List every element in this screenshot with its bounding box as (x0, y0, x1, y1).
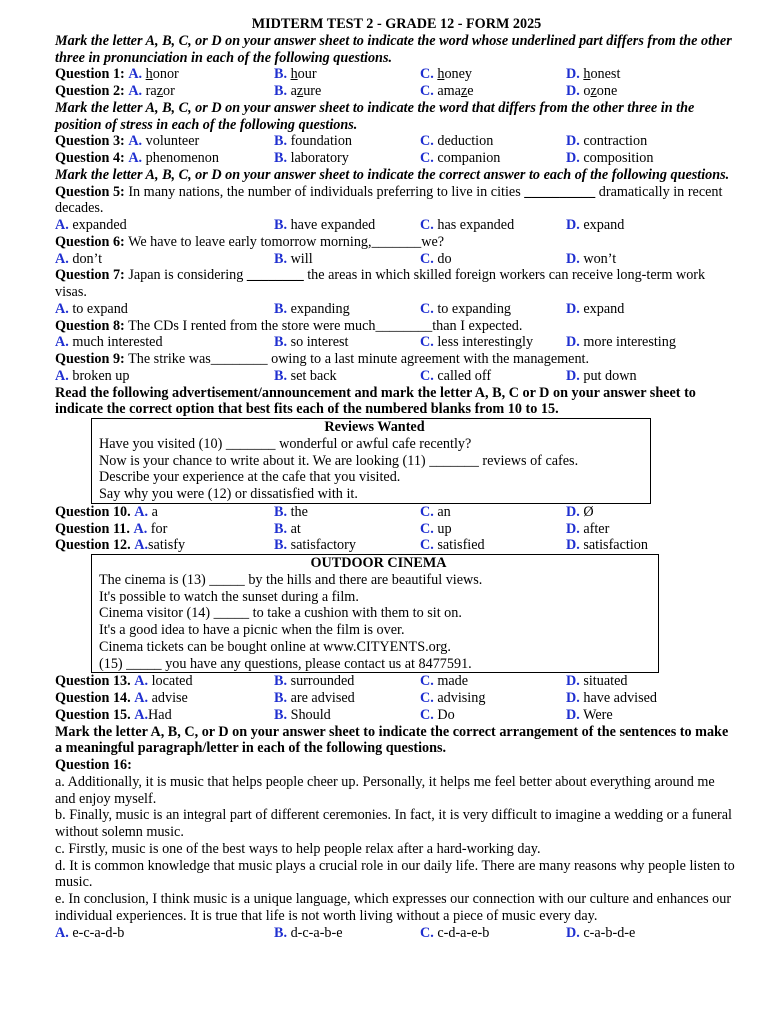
q8-option-c[interactable]: less interestingly (437, 334, 534, 351)
q1-option-c[interactable]: honey (437, 66, 473, 83)
q14-option-a[interactable]: advise (151, 690, 188, 706)
q11-option-b[interactable]: at (290, 520, 301, 537)
question-5-options: A. expanded B. have expanded C. has expanded D. expand (55, 217, 625, 233)
q5-option-b[interactable]: have expanded (290, 217, 376, 233)
q7-option-b[interactable]: expanding (290, 300, 350, 317)
q7-option-d[interactable]: expand (583, 300, 625, 317)
q12-option-b[interactable]: satisfactory (290, 537, 356, 554)
q16-option-c[interactable]: c-d-a-e-b (437, 924, 490, 941)
q10-option-b[interactable]: the (290, 503, 308, 520)
question-9-stem: Question 9: The strike was________ owing to a last minute agreement with the management. (55, 351, 590, 367)
q9-option-c[interactable]: called off (437, 367, 492, 384)
box-line: (15) _____ you have any questions, please contact us at 8477591. (99, 655, 472, 672)
q4-option-b[interactable]: laboratory (290, 150, 349, 166)
q4-option-c[interactable]: companion (437, 150, 501, 166)
q3-option-a[interactable]: volunteer (145, 133, 200, 150)
q4-option-d[interactable]: composition (583, 150, 654, 166)
q13-option-c[interactable]: made (437, 673, 469, 690)
box-line: Say why you were (12) or dissatisfied with it. (99, 486, 358, 502)
q3-option-d[interactable]: contraction (583, 133, 648, 150)
q14-option-c[interactable]: advising (437, 690, 486, 706)
question-1: Question 1: A. honor B. hour C. honey D. honest (55, 66, 621, 83)
question-8-stem: Question 8: The CDs I rented from the store were much________than I expected. (55, 317, 523, 334)
q9-option-b[interactable]: set back (290, 367, 337, 384)
q1-option-b[interactable]: hour (290, 66, 317, 83)
q15-option-c[interactable]: Do (437, 706, 455, 723)
q2-option-c[interactable]: amaze (437, 83, 474, 99)
q9-option-a[interactable]: broken up (72, 367, 130, 384)
question-7-stem: Question 7: Japan is considering ________ the areas in which skilled foreign workers can receive long-term work visas. (55, 267, 706, 300)
q16-sentence-b: b. Finally, music is an integral part of different ceremonies. In fact, it is very difficult to imagine a wedding or a funeral without solemn music. (55, 807, 732, 840)
box-line: Now is your chance to write about it. We are looking (11) _______ reviews of cafes. (99, 452, 579, 469)
q12-option-c[interactable]: satisfied (437, 537, 485, 554)
section-arrangement-instruction: Mark the letter A, B, C, or D on your answer sheet to indicate the correct arrangement of the sentences to make a meaningful paragraph/letter in each of the following questions. (55, 723, 729, 757)
box-line: Describe your experience at the cafe that you visited. (99, 469, 401, 486)
q1-option-d[interactable]: honest (583, 66, 621, 83)
q5-option-d[interactable]: expand (583, 217, 625, 233)
q5-option-a[interactable]: expanded (72, 217, 127, 233)
q11-option-d[interactable]: after (583, 520, 610, 537)
q16-sentence-a: a. Additionally, it is music that helps people cheer up. Personally, it helps me feel better about everything around me and enjoy myself. (55, 773, 715, 807)
question-3: Question 3: A. volunteer B. foundation C. deduction D. contraction (55, 133, 648, 150)
q2-option-d[interactable]: ozone (583, 83, 618, 99)
q6-option-d[interactable]: won’t (583, 250, 617, 267)
question-10: Question 10. A. a B. the C. an D. Ø (55, 503, 594, 520)
question-2: Question 2: A. razor B. azure C. amaze D. ozone (55, 83, 618, 99)
question-4: Question 4: A. phenomenon B. laboratory C. companion D. composition (55, 150, 654, 166)
box-line: Have you visited (10) _______ wonderful or awful cafe recently? (99, 435, 472, 452)
q16-sentence-e: e. In conclusion, I think music is a unique language, which expresses our connection with our culture and enhances our individual experiences. It is true that life is not worth living without a piece of music every day. (55, 891, 732, 924)
exam-title: MIDTERM TEST 2 - GRADE 12 - FORM 2025 (251, 16, 542, 32)
question-15: Question 15. A.Had B. Should C. Do D. Were (55, 706, 613, 723)
q2-option-b[interactable]: azure (290, 83, 322, 99)
question-16-label: Question 16: (55, 757, 132, 773)
reviews-wanted-box (91, 418, 651, 504)
box-title: Reviews Wanted (324, 419, 425, 435)
q15-option-d[interactable]: Were (583, 706, 613, 723)
q2-option-a[interactable]: razor (145, 83, 175, 99)
q10-option-a[interactable]: a (151, 503, 158, 520)
q15-option-b[interactable]: Should (290, 706, 331, 723)
q8-option-d[interactable]: more interesting (583, 334, 676, 351)
q16-option-b[interactable]: d-c-a-b-e (290, 924, 343, 941)
q12-option-a[interactable]: satisfy (148, 537, 186, 554)
question-12: Question 12. A.satisfy B. satisfactory C. satisfied D. satisfaction (55, 537, 648, 554)
q3-option-b[interactable]: foundation (290, 133, 353, 150)
box-line: Cinema visitor (14) _____ to take a cushion with them to sit on. (99, 605, 462, 622)
q16-option-a[interactable]: e-c-a-d-b (72, 924, 125, 941)
section-answer-instruction: Mark the letter A, B, C, or D on your answer sheet to indicate the correct answer to each of the following questions. (55, 166, 730, 183)
q5-option-c[interactable]: has expanded (437, 217, 515, 233)
box-line: It's possible to watch the sunset during a film. (99, 588, 359, 605)
q11-option-c[interactable]: up (437, 520, 452, 537)
q15-option-a[interactable]: Had (148, 706, 172, 723)
q8-option-b[interactable]: so interest (290, 334, 349, 351)
q8-option-a[interactable]: much interested (72, 334, 163, 351)
box-line: It's a good idea to have a picnic when the film is over. (99, 622, 405, 638)
q6-option-b[interactable]: will (290, 250, 313, 267)
option-a-letter: A. (128, 66, 143, 83)
box-title: OUTDOOR CINEMA (310, 555, 447, 571)
section-stress-instruction: Mark the letter A, B, C, or D on your answer sheet to indicate the word that differs from the other three in the position of stress in each of the following questions. (55, 99, 695, 133)
q16-sentence-c: c. Firstly, music is one of the best ways to help people relax after a hard-working day. (55, 840, 541, 857)
box-line: Cinema tickets can be bought online at www.CITYENTS.org. (99, 638, 451, 655)
q12-option-d[interactable]: satisfaction (583, 537, 648, 554)
q13-option-a[interactable]: located (151, 673, 193, 690)
outdoor-cinema-box (91, 554, 659, 673)
question-5-stem: Question 5: In many nations, the number of individuals preferring to live in cities __________ dramatically in recent decades. (55, 183, 723, 217)
box-line: The cinema is (13) _____ by the hills and there are beautiful views. (99, 571, 483, 588)
q1-option-a[interactable]: honor (145, 66, 179, 83)
question-11: Question 11. A. for B. at C. up D. after (55, 520, 610, 537)
question-13: Question 13. A. located B. surrounded C. made D. situated (55, 673, 628, 690)
q16-option-d[interactable]: c-a-b-d-e (583, 924, 636, 941)
q16-sentence-d: d. It is common knowledge that music plays a crucial role in our daily life. There are many reasons why people listen to music. (55, 857, 735, 891)
question-9-options: A. broken up B. set back C. called off D. put down (55, 367, 637, 384)
q9-option-d[interactable]: put down (583, 367, 637, 384)
question-6-stem: Question 6: We have to leave early tomorrow morning,_______we? (55, 233, 445, 250)
question-16-options: A. e-c-a-d-b B. d-c-a-b-e C. c-d-a-e-b D. c-a-b-d-e (55, 924, 636, 941)
q14-option-b[interactable]: are advised (290, 690, 355, 706)
q13-option-b[interactable]: surrounded (290, 673, 355, 690)
question-14: Question 14. A. advise B. are advised C. advising D. have advised (55, 690, 658, 706)
q6-option-c[interactable]: do (437, 250, 452, 267)
q6-option-a[interactable]: don’t (72, 250, 103, 267)
q10-option-d[interactable]: Ø (583, 503, 594, 520)
section-pronunciation-instruction: Mark the letter A, B, C, or D on your answer sheet to indicate the word whose underlined part differs from the other three in pronunciation in each of the following questions. (55, 32, 732, 66)
question-6-options: A. don’t B. will C. do D. won’t (55, 250, 617, 267)
q14-option-d[interactable]: have advised (583, 690, 658, 706)
q3-option-c[interactable]: deduction (437, 133, 494, 150)
section-reading-instruction: Read the following advertisement/announcement and mark the letter A, B, C or D on your answer sheet to indicate the correct option that best fits each of the numbered blanks from 10 to 15. (55, 384, 696, 418)
q7-option-c[interactable]: to expanding (437, 300, 512, 317)
q7-option-a[interactable]: to expand (72, 300, 128, 317)
q13-option-d[interactable]: situated (583, 673, 628, 690)
question-8-options: A. much interested B. so interest C. less interestingly D. more interesting (55, 334, 676, 351)
q4-option-a[interactable]: phenomenon (145, 150, 219, 166)
q10-option-c[interactable]: an (437, 503, 451, 520)
q11-option-a[interactable]: for (150, 520, 168, 537)
question-7-options: A. to expand B. expanding C. to expanding D. expand (55, 300, 625, 317)
